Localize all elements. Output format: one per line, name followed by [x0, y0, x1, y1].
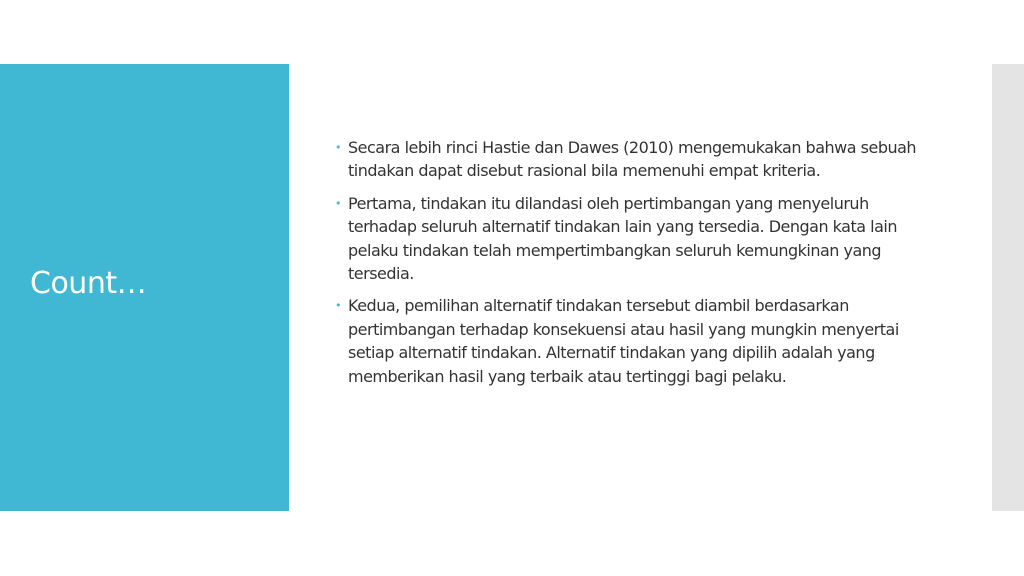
- slide-content: [334, 136, 939, 397]
- bullet-icon: •: [335, 299, 341, 313]
- bullet-text: Secara lebih rinci Hastie dan Dawes (2010) mengemukakan bahwa sebuah tindakan dapat disebut rasional bila memenuhi empat kriteria.: [348, 138, 917, 181]
- right-side-bar: [992, 64, 1024, 511]
- bullet-item: [334, 294, 939, 388]
- bullet-text: Kedua, pemilihan alternatif tindakan tersebut diambil berdasarkan pertimbangan terhadap konsekuensi atau hasil yang mungkin menyertai setiap alternatif tindakan. Alternatif tindakan yang dipilih adalah yang memberikan hasil yang terbaik atau tertinggi bagi pelaku.: [348, 296, 899, 386]
- bullet-list: [334, 136, 939, 388]
- bullet-item: [334, 136, 939, 183]
- bullet-item: [334, 192, 939, 286]
- slide-title: Count…: [30, 266, 147, 301]
- bullet-icon: •: [335, 141, 341, 154]
- bullet-icon: •: [335, 196, 341, 210]
- bullet-text: Pertama, tindakan itu dilandasi oleh pertimbangan yang menyeluruh terhadap seluruh alternatif tindakan lain yang tersedia. Dengan kata lain pelaku tindakan telah mempertimbangkan seluruh kemungkinan yang tersedia.: [348, 193, 897, 284]
